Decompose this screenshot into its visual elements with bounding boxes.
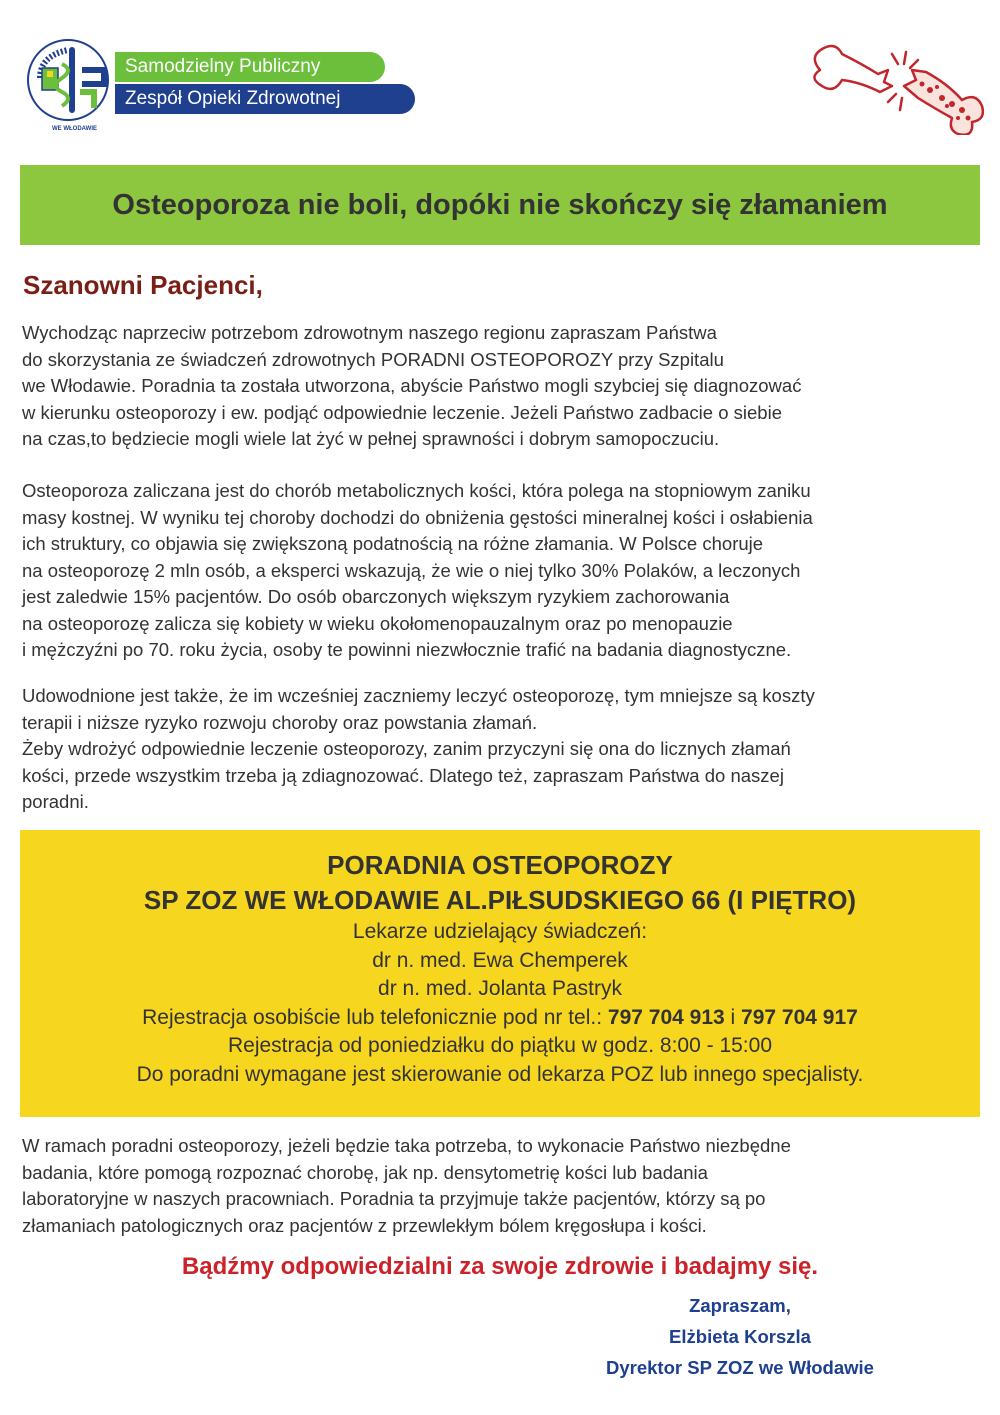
signature-name: Elżbieta Korszla: [669, 1326, 811, 1347]
doctor-name: dr n. med. Ewa Chemperek: [372, 948, 628, 972]
intro-paragraph: Wychodząc naprzeciw potrzebom zdrowotnym naszego regionu zapraszam Państwa do skorzystania ze świadczeń zdrowotnych PORADNI OSTEOPOROZY przy Szpitalu we Włodawie. Poradnia ta została utworzona, abyście Państwo mogli szybciej się diagnozować w kierunku osteoporozy i ew. podjąć odpowiednie leczenie. Jeżeli Państwo zadbacie o siebie na czas,to będziecie mogli wiele lat żyć w pełnej sprawności i dobrym samopoczuciu.: [22, 322, 802, 449]
signature-role: Dyrektor SP ZOZ we Włodawie: [606, 1357, 874, 1378]
referral-note: Do poradni wymagane jest skierowanie od lekarza POZ lub innego specjalisty.: [136, 1062, 864, 1086]
doctors-label: Lekarze udzielający świadczeń:: [352, 920, 648, 943]
phone-separator: i: [724, 1005, 742, 1029]
svg-text:WE WŁODAWIE: WE WŁODAWIE: [52, 126, 97, 132]
logo-line-2: Zespół Opieki Zdrowotnej: [115, 84, 415, 114]
registration-phone-line: [20, 1004, 980, 1033]
clinic-address: SP ZOZ WE WŁODAWIE AL.PIŁSUDSKIEGO 66 (I PIĘTRO): [143, 885, 857, 915]
logo-line-1: Samodzielny Publiczny: [115, 52, 385, 82]
clinic-name: PORADNIA OSTEOPOROZY: [327, 850, 673, 880]
broken-bone-icon: [800, 40, 985, 135]
registration-hours: Rejestracja od poniedziałku do piątku w godz. 8:00 - 15:00: [227, 1034, 772, 1057]
registration-label: Rejestracja osobiście lub telefonicznie pod nr tel.:: [142, 1005, 608, 1029]
page-title: Osteoporoza nie boli, dopóki nie skończy się złamaniem: [112, 188, 888, 221]
services-paragraph: W ramach poradni osteoporozy, jeżeli będzie taka potrzeba, to wykonacie Państwo niezbędne badania, które pomogą rozpoznać chorobę, jak np. densytometrię kości lub badania laboratoryjne w naszych pracowniach. Poradnia ta przyjmuje także pacjentów, którzy są po złamaniach patologicznych oraz pacjentów z przewlekłym bólem kręgosłupa i kości.: [22, 1135, 791, 1236]
doctor-name: dr n. med. Jolanta Pastryk: [378, 977, 622, 1000]
phone-number[interactable]: 797 704 917: [741, 1005, 858, 1029]
logo-emblem-icon: [20, 30, 120, 135]
clinic-info-box: [20, 830, 980, 1117]
signature-invite: Zapraszam,: [689, 1295, 791, 1316]
hospital-logo: [20, 30, 400, 135]
disease-paragraph: Osteoporoza zaliczana jest do chorób metabolicznych kości, która polega na stopniowym zaniku masy kostnej. W wyniku tej choroby dochodzi do obniżenia gęstości mineralnej kości i osłabienia ich struktury, co objawia się zwiększoną podatnością na różne złamania. W Polsce choruje na osteoporozę 2 mln osób, a eksperci wskazują, że wie o niej tylko 30% Polaków, a leczonych jest zaledwie 15% pacjentów. Do osób obarczonych większym ryzykiem zachorowania na osteoporozę zalicza się kobiety w wieku okołomenopauzalnym oraz po menopauzie i mężczyźni po 70. roku życia, osoby te powinni niezwłocznie trafić na badania diagnostyczne.: [22, 480, 813, 660]
title-banner: [20, 165, 980, 245]
slogan: Bądźmy odpowiedzialni za swoje zdrowie i badajmy się.: [181, 1253, 819, 1280]
treatment-paragraph: Udowodnione jest także, że im wcześniej zaczniemy leczyć osteoporozę, tym mniejsze są koszty terapii i niższe ryzyko rozwoju choroby oraz powstania złamań. Żeby wdrożyć odpowiednie leczenie osteoporozy, zanim przyczyni się ona do licznych złamań kości, przede wszystkim trzeba ją zdiagnozować. Dlatego też, zapraszam Państwa do naszej poradni.: [22, 685, 815, 812]
greeting: Szanowni Pacjenci,: [23, 270, 263, 300]
phone-number[interactable]: 797 704 913: [607, 1005, 725, 1029]
